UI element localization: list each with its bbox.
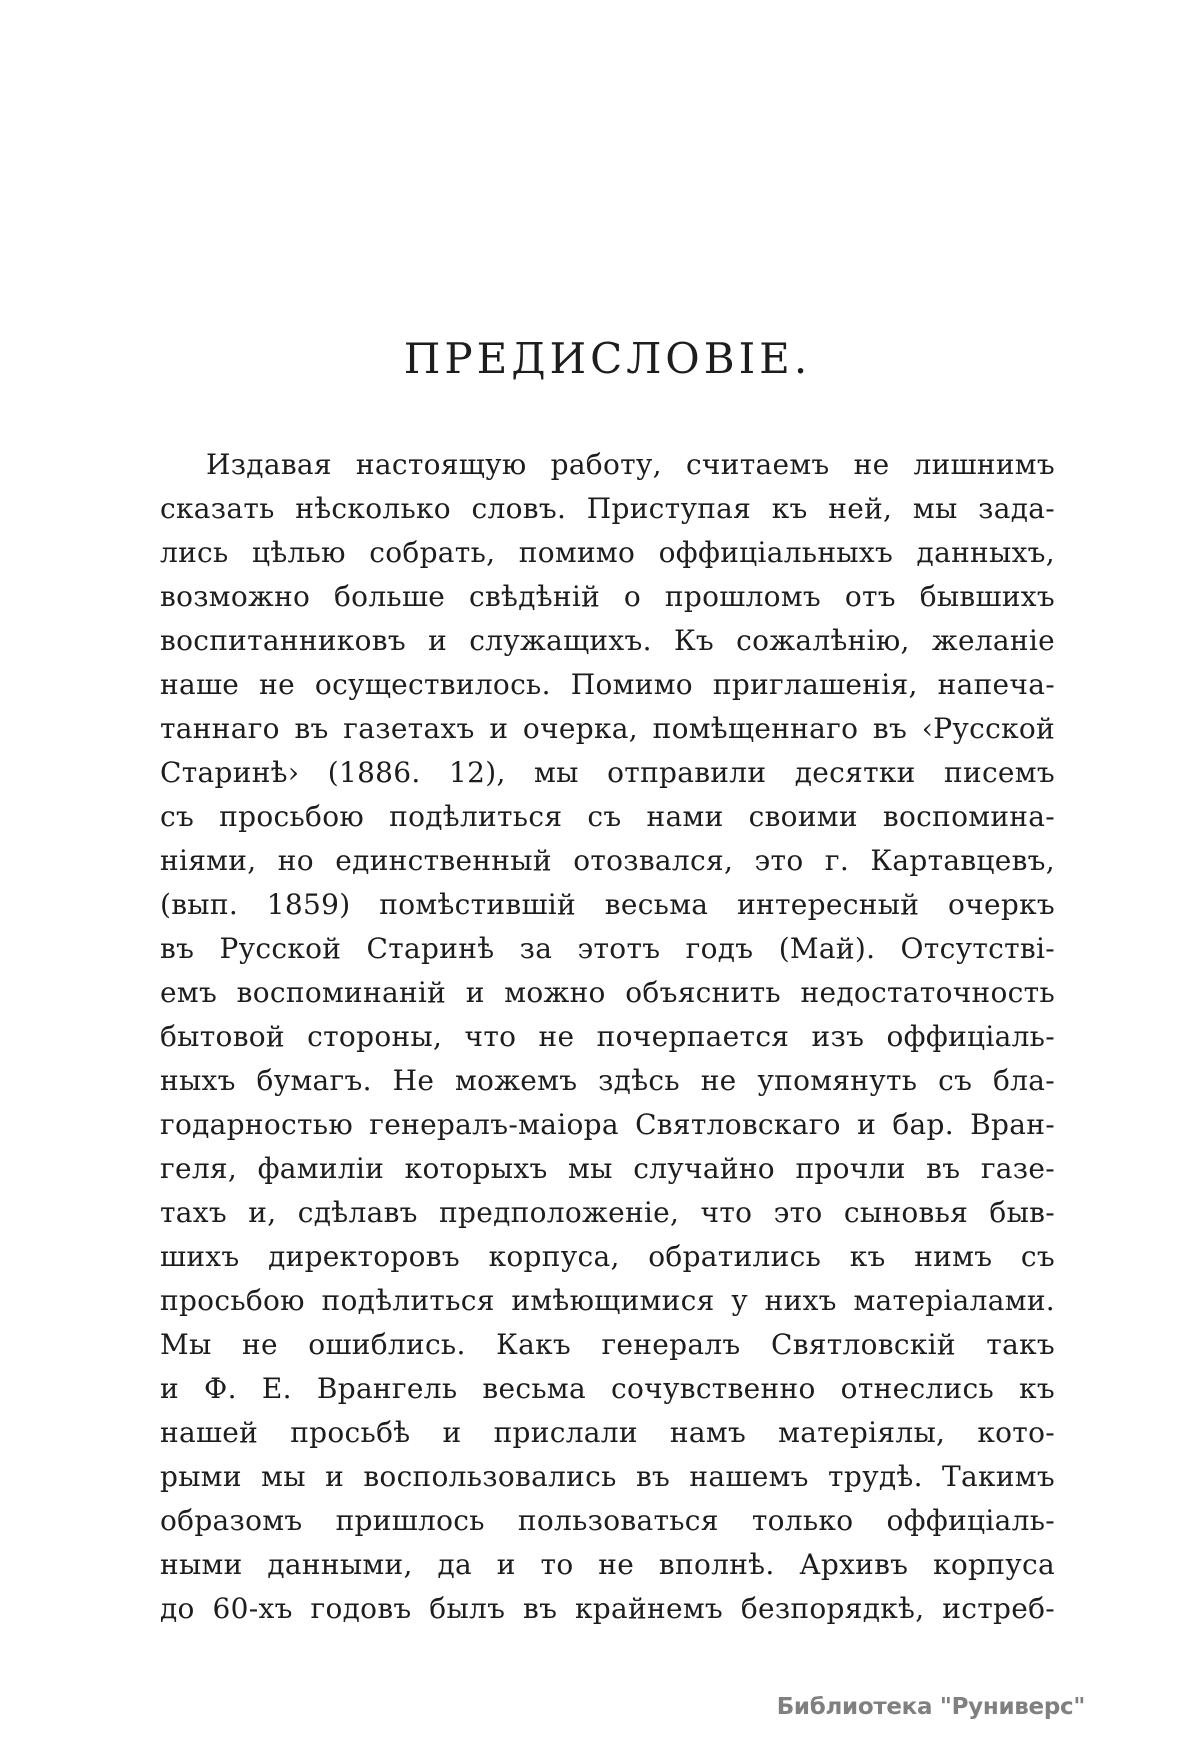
text-line: бытовой стороны, что не почерпается изъ оффиціаль- (160, 1020, 1055, 1053)
text-line: шихъ директоровъ корпуса, обратились къ нимъ съ (160, 1240, 1055, 1273)
text-line: таннаго въ газетахъ и очерка, помѣщеннаго въ ‹Русской (160, 712, 1055, 745)
text-line: ными данными, да и то не вполнѣ. Архивъ корпуса (160, 1548, 1055, 1581)
text-line: воспитанниковъ и служащихъ. Къ сожалѣнію, желаніе (160, 624, 1055, 657)
text-line: ныхъ бумагъ. Не можемъ здѣсь не упомянуть съ бла- (160, 1064, 1055, 1097)
text-line: рыми мы и воспользовались въ нашемъ трудѣ. Такимъ (160, 1460, 1055, 1493)
page-title: ПРЕДИСЛОВІЕ. (403, 334, 812, 383)
text-line: наше не осуществилось. Помимо приглашенія, напеча- (160, 668, 1055, 701)
text-line: съ просьбою подѣлиться съ нами своими воспомина- (160, 800, 1055, 833)
text-line: годарностью генералъ-маіора Святловскаго и бар. Вран- (160, 1108, 1055, 1141)
text-line: ніями, но единственный отозвался, это г. Картавцевъ, (160, 844, 1055, 877)
text-line: геля, фамиліи которыхъ мы случайно прочли въ газе- (160, 1152, 1055, 1185)
text-line: емъ воспоминаній и можно объяснить недостаточность (160, 976, 1055, 1009)
text-line: и Ф. Е. Врангель весьма сочувственно отнеслись къ (160, 1372, 1055, 1405)
text-line: Старинѣ› (1886. 12), мы отправили десятки писемъ (160, 756, 1055, 789)
text-line: образомъ пришлось пользоваться только оффиціаль- (160, 1504, 1055, 1537)
library-watermark: Библиотека "Руниверс" (776, 1694, 1085, 1720)
text-line: возможно больше свѣдѣній о прошломъ отъ бывшихъ (160, 580, 1055, 613)
text-line: Издавая настоящую работу, считаемъ не лишнимъ (206, 448, 1055, 481)
text-line: Мы не ошиблись. Какъ генералъ Святловскій такъ (160, 1328, 1055, 1361)
text-line: лись цѣлью собрать, помимо оффиціальныхъ данныхъ, (160, 536, 1055, 569)
text-line: просьбою подѣлиться имѣющимися у нихъ матеріалами. (160, 1284, 1055, 1317)
text-line: тахъ и, сдѣлавъ предположеніе, что это сыновья быв- (160, 1196, 1055, 1229)
text-line: до 60-хъ годовъ былъ въ крайнемъ безпорядкѣ, истреб- (160, 1592, 1055, 1625)
text-line: (вып. 1859) помѣстившій весьма интересный очеркъ (160, 888, 1055, 921)
preface-paragraph (160, 443, 1055, 1631)
text-line: въ Русской Старинѣ за этотъ годъ (Май). Отсутстві- (160, 932, 1055, 965)
text-line: сказать нѣсколько словъ. Приступая къ ней, мы зада- (160, 492, 1055, 525)
text-line: нашей просьбѣ и прислали намъ матеріялы, кото- (160, 1416, 1055, 1449)
